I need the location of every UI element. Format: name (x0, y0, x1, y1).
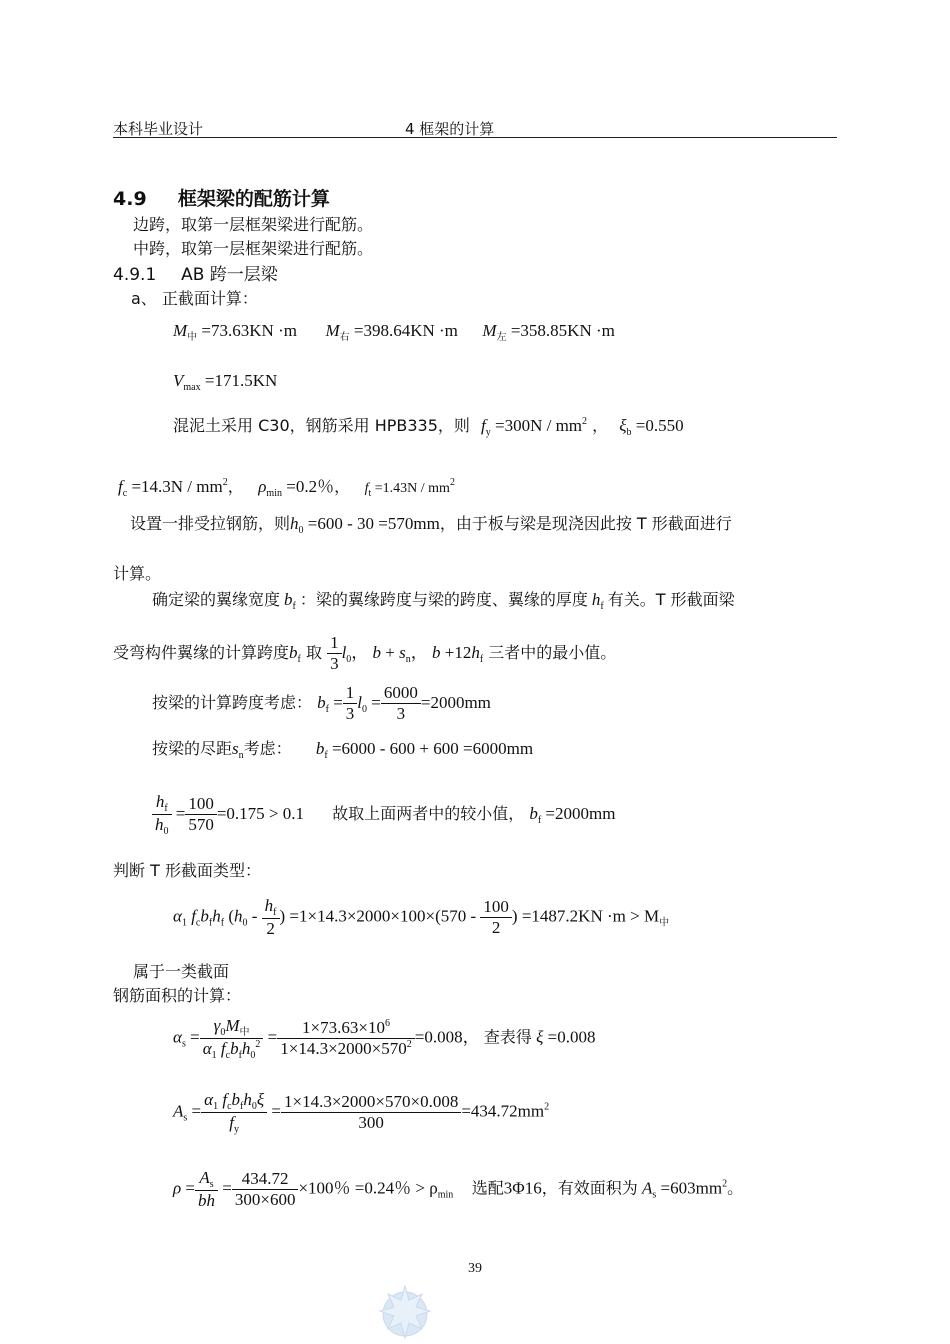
xib-value: =0.550 (635, 416, 684, 435)
moment-mid: =73.63KN ·m (201, 321, 297, 340)
rho-as-value: =603mm (660, 1178, 723, 1198)
alpha-s-equation: $\alpha_s$ = $\frac{\gamma_0M_中}{\alpha_1 f_cb_fh_0^2}$ = $\frac{1\times 73.63\times 10^6}{1\times 14.3\times 2000\times 570^2}$ =0.008， 查表得 ξ =0.008 (173, 1016, 596, 1061)
span-result: =2000mm (420, 693, 491, 712)
ft-value: =1.43N / mm (374, 481, 450, 496)
ratio-result: =0.175 > 0.1 (216, 804, 305, 823)
h0-wrap: 计算。 (113, 564, 162, 583)
ratio-den: 570 (188, 815, 214, 834)
bf-paragraph-line1: 确定梁的翼缘宽度 $b_f$ ：梁的翼缘跨度与梁的跨度、翼缘的厚度 $h_f$ 有关。T 形截面梁 (152, 590, 735, 612)
snowflake-watermark-icon (372, 1280, 438, 1344)
rho-effective: ，有效面积为 (541, 1178, 638, 1198)
rho-bars: 3Φ16 (503, 1178, 542, 1198)
section-title: 框架梁的配筋计算 (177, 188, 330, 210)
ratio-line: $\frac{h_f}{h_0}$ = $\frac{100}{570}$ =0.175 > 0.1 故取上面两者中的较小值， $b_f =2000mm$ (152, 792, 615, 837)
header-left: 本科毕业设计 (113, 120, 204, 138)
rho-select: 选配 (471, 1178, 504, 1198)
intro-line-1: 边跨，取第一层框架梁进行配筋。 (133, 215, 374, 234)
as-num: 1×14.3×2000×570×0.008 (281, 1092, 461, 1113)
bf-line2-pre: 受弯构件翼缘的计算跨度 (113, 643, 290, 662)
alpha-num: 1×73.63×10 (302, 1018, 385, 1037)
header-center: 4 框架的计算 (405, 120, 495, 138)
materials-line: 混泥土采用 C30，钢筋采用 HPB335，则 $f_y =300N / mm^2$ ， $\xi_b =0.550$ (173, 416, 684, 438)
shear-line: $V_{max} =171.5KN$ (173, 371, 278, 393)
steel-label: 钢筋面积的计算： (113, 986, 242, 1005)
header-rule (113, 137, 837, 138)
section-number: 4.9 (113, 188, 147, 210)
h0-pre: 设置一排受拉钢筋，则 (130, 514, 291, 533)
rho-min-value: =0.2％ (286, 477, 335, 496)
section-heading (113, 184, 330, 211)
span-consider-label: 按梁的计算跨度考虑： (152, 693, 313, 712)
subsection-number: 4.9.1 (113, 265, 157, 285)
moment-right: =398.64KN ·m (353, 321, 458, 340)
as-den: 300 (358, 1113, 384, 1132)
rho-equation: ρ = $\frac{A_s}{bh}$ = $\frac{434.72}{300\times 600}$ ×100％ =0.24％ > $\rho_{min}$ 选配3Φ16，有效面积为 $A_s =603mm^2$。 (173, 1168, 744, 1210)
h0-paragraph: 设置一排受拉钢筋，则$h_0 =600 - 30 =570mm$，由于板与梁是现浇因此按 T 形截面进行 (130, 514, 732, 536)
belongs-text: 属于一类截面 (133, 962, 230, 981)
shear-value: =171.5KN (204, 371, 278, 390)
net-consider-label2: 考虑： (243, 739, 292, 758)
net-consider-eq: =6000 - 600 + 600 =6000mm (331, 739, 534, 758)
h0-eq: =600 - 30 =570mm (307, 514, 440, 533)
alpha-lookup: 查表得 (483, 1027, 532, 1047)
rho-num: 434.72 (232, 1169, 299, 1190)
judge-label: 判断 T 形截面类型： (113, 861, 261, 880)
as-equation: $A_s$ = $\frac{\alpha_1 f_cb_fh_0\xi}{f_y}$ = $\frac{1\times 14.3\times 2000\times 570\times 0.008}{300}$ $=434.72mm^2$ (173, 1090, 550, 1135)
judge-num: 100 (480, 897, 512, 918)
ratio-num: 100 (185, 794, 217, 815)
bf-paragraph-line2: 受弯构件翼缘的计算跨度$b_f$ 取 $\frac{1}{3}$ $l_0$， $b + s_n$， $b +12h_f$ 三者中的最小值。 (113, 633, 617, 673)
span-den: 3 (396, 704, 406, 723)
moment-left: =358.85KN ·m (510, 321, 615, 340)
net-consider-label: 按梁的尽距 (152, 739, 233, 758)
xi-value: =0.008 (547, 1027, 596, 1047)
bf-line1-post: 有关。T 形截面梁 (607, 590, 735, 609)
fc-value: =14.3N / mm (131, 477, 223, 496)
page-number: 39 (468, 1261, 482, 1276)
judge-den: 2 (491, 918, 501, 937)
rho-result: ×100％ =0.24％ > ρ (298, 1178, 438, 1198)
subsection-title: AB 跨一层梁 (181, 265, 278, 285)
span-consider-line: 按梁的计算跨度考虑： $b_f$ = $\frac{1}{3}$ $l_0$ = $\frac{6000}{3}$ =2000mm (152, 683, 491, 723)
alpha-result: =0.008， (414, 1027, 480, 1047)
materials-line-2: $f_c =14.3N / mm^2$， $\rho_{min} =0.2$％， $f_t =1.43N / mm^2$ (118, 477, 455, 499)
bf-line1-mid: ：梁的翼缘跨度与梁的跨度、翼缘的厚度 (299, 590, 588, 609)
fy-value: =300N / mm (494, 416, 583, 435)
item-a: a、 正截面计算： (131, 289, 258, 308)
judge-equation: $\alpha_1$ $f_cb_fh_f$ ($h_0$ - $\frac{h_f}{2}$ ) =1×14.3×2000×100×(570 - $\frac{100}{2}$ ) $=1487.2KN \cdot m > M_中$ (173, 896, 670, 938)
intro-line-2: 中跨，取第一层框架梁进行配筋。 (133, 239, 374, 258)
bf-line2-post: 三者中的最小值。 (488, 643, 617, 662)
h0-post: ，由于板与梁是现浇因此按 T 形截面进行 (439, 514, 732, 533)
net-consider-line: 按梁的尽距$s_n$考虑： $b_f =6000 - 600 + 600 =6000mm$ (152, 739, 534, 761)
span-num: 6000 (381, 683, 421, 704)
subsection-heading (113, 260, 278, 285)
bf-line1-pre: 确定梁的翼缘宽度 (152, 590, 281, 609)
ratio-conclusion: 故取上面两者中的较小值， (332, 804, 525, 823)
materials-text: 混泥土采用 C30，钢筋采用 HPB335，则 (173, 416, 470, 435)
ratio-bf-value: =2000mm (545, 804, 616, 823)
as-result: =434.72mm (461, 1101, 545, 1121)
rho-den: 300×600 (234, 1190, 296, 1209)
moment-line: $M_中 =73.63KN \cdot m$ $M_右 =398.64KN \cdot m$ $M_左 =358.85KN \cdot m$ (173, 321, 615, 343)
judge-end: ) =1487.2KN ·m > M (511, 906, 660, 926)
bf-line2-take: 取 (305, 643, 322, 662)
judge-mid: ) =1×14.3×2000×100×(570 - (279, 906, 477, 926)
alpha-den: 1×14.3×2000×570 (280, 1039, 407, 1058)
